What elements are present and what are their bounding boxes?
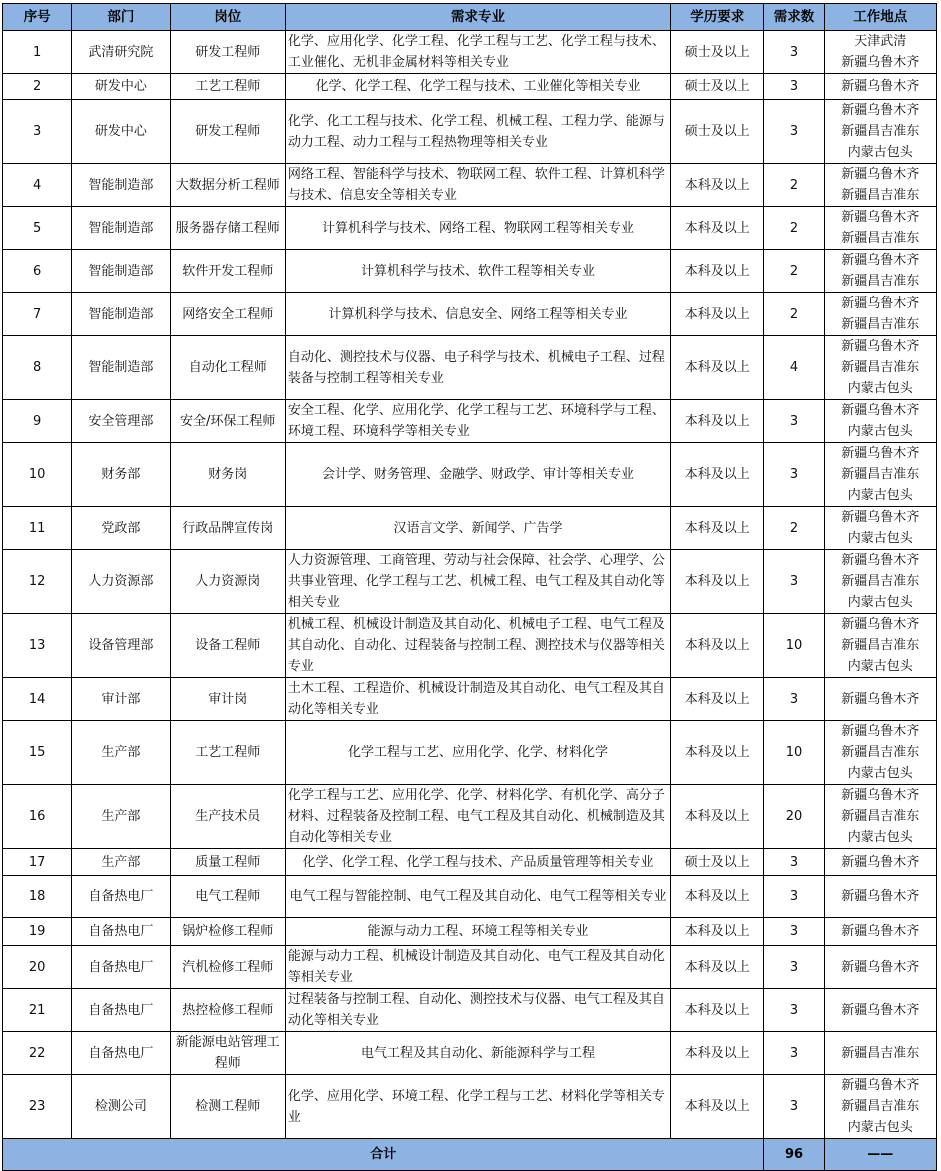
cell-location bbox=[824, 849, 936, 876]
location-item: 新疆昌吉准东 bbox=[841, 231, 920, 246]
header-count: 需求数 bbox=[764, 4, 824, 31]
cell-location bbox=[824, 1075, 936, 1139]
cell-count: 3 bbox=[764, 74, 824, 100]
cell-count: 20 bbox=[764, 785, 824, 849]
cell-position: 工艺工程师 bbox=[170, 721, 285, 785]
majors-text: 化学、化学工程、化学工程与技术、产品质量管理等相关专业 bbox=[302, 854, 654, 870]
location-item: 新疆乌鲁木齐 bbox=[841, 79, 920, 94]
cell-education: 本科及以上 bbox=[671, 678, 764, 721]
cell-dept: 自备热电厂 bbox=[72, 1032, 170, 1075]
total-label: 合计 bbox=[3, 1139, 764, 1171]
table-row bbox=[3, 876, 937, 918]
cell-location bbox=[824, 1032, 936, 1075]
cell-majors bbox=[285, 100, 670, 164]
cell-count: 3 bbox=[764, 100, 824, 164]
location-item: 内蒙古包头 bbox=[847, 830, 913, 845]
cell-dept: 智能制造部 bbox=[72, 336, 170, 400]
cell-no: 5 bbox=[3, 207, 72, 250]
table-row bbox=[3, 74, 937, 100]
cell-position: 研发工程师 bbox=[170, 31, 285, 74]
location-item: 新疆乌鲁木齐 bbox=[841, 553, 920, 568]
location-item: 内蒙古包头 bbox=[847, 1120, 913, 1135]
cell-dept: 智能制造部 bbox=[72, 250, 170, 293]
cell-no: 12 bbox=[3, 550, 72, 614]
cell-count: 3 bbox=[764, 876, 824, 918]
cell-dept: 智能制造部 bbox=[72, 293, 170, 336]
cell-location bbox=[824, 989, 936, 1032]
location-item: 新疆昌吉准东 bbox=[841, 745, 920, 760]
cell-location bbox=[824, 207, 936, 250]
cell-location bbox=[824, 678, 936, 721]
header-no: 序号 bbox=[3, 4, 72, 31]
table-row bbox=[3, 614, 937, 678]
table-row bbox=[3, 507, 937, 550]
cell-no: 17 bbox=[3, 849, 72, 876]
cell-majors bbox=[285, 1032, 670, 1075]
majors-text: 人力资源管理、工商管理、劳动与社会保障、社会学、心理学、公共事业管理、化学工程与工艺、机械工程、电气工程及其自动化等相关专业 bbox=[287, 553, 665, 610]
cell-count: 3 bbox=[764, 678, 824, 721]
cell-location bbox=[824, 785, 936, 849]
cell-no: 19 bbox=[3, 918, 72, 946]
cell-count: 3 bbox=[764, 400, 824, 443]
cell-education: 硕士及以上 bbox=[671, 849, 764, 876]
cell-education: 硕士及以上 bbox=[671, 100, 764, 164]
table-row bbox=[3, 31, 937, 74]
cell-position: 电气工程师 bbox=[170, 876, 285, 918]
majors-text: 机械工程、机械设计制造及其自动化、机械电子工程、电气工程及其自动化、自动化、过程装备与控制工程、测控技术与仪器等相关专业 bbox=[287, 617, 665, 674]
cell-position: 自动化工程师 bbox=[170, 336, 285, 400]
cell-majors bbox=[285, 614, 670, 678]
cell-position: 审计岗 bbox=[170, 678, 285, 721]
cell-education: 本科及以上 bbox=[671, 400, 764, 443]
cell-majors bbox=[285, 876, 670, 918]
majors-text: 化学、应用化学、环境工程、化学工程与工艺、材料化学等相关专业 bbox=[287, 1088, 665, 1125]
cell-no: 3 bbox=[3, 100, 72, 164]
location-item: 新疆乌鲁木齐 bbox=[841, 1002, 920, 1018]
cell-location bbox=[824, 31, 936, 74]
cell-location bbox=[824, 876, 936, 918]
table-body bbox=[3, 31, 937, 1139]
cell-education: 本科及以上 bbox=[671, 1075, 764, 1139]
cell-education: 本科及以上 bbox=[671, 336, 764, 400]
table-row bbox=[3, 849, 937, 876]
cell-no: 7 bbox=[3, 293, 72, 336]
cell-position: 大数据分析工程师 bbox=[170, 164, 285, 207]
cell-majors bbox=[285, 74, 670, 100]
cell-no: 15 bbox=[3, 721, 72, 785]
location-item: 新疆乌鲁木齐 bbox=[841, 55, 920, 70]
cell-education: 硕士及以上 bbox=[671, 31, 764, 74]
cell-position: 服务器存储工程师 bbox=[170, 207, 285, 250]
cell-no: 22 bbox=[3, 1032, 72, 1075]
location-item: 新疆乌鲁木齐 bbox=[841, 210, 920, 225]
majors-text: 电气工程与智能控制、电气工程及其自动化、电气工程等相关专业 bbox=[289, 889, 667, 904]
majors-text: 安全工程、化学、应用化学、化学工程与工艺、环境科学与工程、环境工程、环境科学等相关专业 bbox=[287, 403, 665, 439]
cell-education: 本科及以上 bbox=[671, 918, 764, 946]
table-row bbox=[3, 443, 937, 507]
cell-dept: 智能制造部 bbox=[72, 207, 170, 250]
total-count: 96 bbox=[764, 1139, 824, 1171]
cell-count: 2 bbox=[764, 507, 824, 550]
cell-no: 8 bbox=[3, 336, 72, 400]
cell-education: 本科及以上 bbox=[671, 550, 764, 614]
total-location: —— bbox=[824, 1139, 936, 1171]
header-row bbox=[3, 4, 937, 31]
cell-count: 2 bbox=[764, 207, 824, 250]
table-row bbox=[3, 207, 937, 250]
location-item: 内蒙古包头 bbox=[847, 381, 913, 396]
cell-dept: 设备管理部 bbox=[72, 614, 170, 678]
header-position: 岗位 bbox=[170, 4, 285, 31]
table-row bbox=[3, 946, 937, 989]
cell-no: 13 bbox=[3, 614, 72, 678]
location-item: 新疆昌吉准东 bbox=[841, 317, 920, 332]
location-item: 天津武清 bbox=[854, 34, 907, 49]
table-row bbox=[3, 400, 937, 443]
cell-education: 本科及以上 bbox=[671, 614, 764, 678]
cell-count: 3 bbox=[764, 1075, 824, 1139]
cell-majors bbox=[285, 164, 670, 207]
location-item: 新疆乌鲁木齐 bbox=[841, 889, 920, 904]
cell-location bbox=[824, 250, 936, 293]
majors-text: 化学工程与工艺、应用化学、化学、材料化学、有机化学、高分子材料、过程装备及控制工程、电气工程及其自动化、机械制造及其自动化等相关专业 bbox=[287, 788, 665, 845]
cell-dept: 财务部 bbox=[72, 443, 170, 507]
location-item: 新疆乌鲁木齐 bbox=[841, 510, 920, 525]
cell-count: 3 bbox=[764, 550, 824, 614]
cell-majors bbox=[285, 946, 670, 989]
location-item: 新疆昌吉准东 bbox=[841, 274, 920, 289]
cell-position: 锅炉检修工程师 bbox=[170, 918, 285, 946]
location-item: 新疆乌鲁木齐 bbox=[841, 691, 920, 707]
table-row bbox=[3, 164, 937, 207]
table-row bbox=[3, 1032, 937, 1075]
cell-location bbox=[824, 507, 936, 550]
cell-education: 本科及以上 bbox=[671, 1032, 764, 1075]
cell-no: 10 bbox=[3, 443, 72, 507]
cell-majors bbox=[285, 849, 670, 876]
location-item: 内蒙古包头 bbox=[847, 488, 913, 503]
header-education: 学历要求 bbox=[671, 4, 764, 31]
table-row bbox=[3, 100, 937, 164]
cell-count: 3 bbox=[764, 849, 824, 876]
total-row bbox=[3, 1139, 937, 1171]
cell-location bbox=[824, 100, 936, 164]
cell-count: 10 bbox=[764, 614, 824, 678]
location-item: 新疆乌鲁木齐 bbox=[841, 788, 920, 803]
cell-no: 16 bbox=[3, 785, 72, 849]
cell-count: 3 bbox=[764, 1032, 824, 1075]
majors-text: 化学、化工工程与技术、化学工程、机械工程、工程力学、能源与动力工程、动力工程与工程热物理等相关专业 bbox=[287, 113, 665, 150]
cell-majors bbox=[285, 400, 670, 443]
cell-location bbox=[824, 550, 936, 614]
cell-no: 21 bbox=[3, 989, 72, 1032]
cell-majors bbox=[285, 443, 670, 507]
cell-dept: 武清研究院 bbox=[72, 31, 170, 74]
majors-text: 自动化、测控技术与仪器、电子科学与技术、机械电子工程、过程装备与控制工程等相关专业 bbox=[287, 349, 665, 386]
cell-majors bbox=[285, 207, 670, 250]
location-item: 内蒙古包头 bbox=[847, 595, 913, 610]
cell-dept: 自备热电厂 bbox=[72, 989, 170, 1032]
cell-location bbox=[824, 164, 936, 207]
majors-text: 能源与动力工程、环境工程等相关专业 bbox=[367, 924, 589, 939]
cell-no: 11 bbox=[3, 507, 72, 550]
cell-dept: 自备热电厂 bbox=[72, 876, 170, 918]
table-row bbox=[3, 293, 937, 336]
table-row bbox=[3, 336, 937, 400]
header-dept: 部门 bbox=[72, 4, 170, 31]
cell-no: 20 bbox=[3, 946, 72, 989]
cell-no: 6 bbox=[3, 250, 72, 293]
location-item: 新疆昌吉准东 bbox=[841, 1045, 920, 1061]
cell-position: 工艺工程师 bbox=[170, 74, 285, 100]
location-item: 新疆乌鲁木齐 bbox=[841, 959, 920, 975]
cell-location bbox=[824, 946, 936, 989]
cell-majors bbox=[285, 250, 670, 293]
cell-position: 生产技术员 bbox=[170, 785, 285, 849]
cell-education: 本科及以上 bbox=[671, 293, 764, 336]
cell-education: 硕士及以上 bbox=[671, 74, 764, 100]
majors-text: 计算机科学与技术、信息安全、网络工程等相关专业 bbox=[328, 306, 628, 322]
cell-education: 本科及以上 bbox=[671, 507, 764, 550]
cell-dept: 安全管理部 bbox=[72, 400, 170, 443]
cell-no: 14 bbox=[3, 678, 72, 721]
cell-count: 3 bbox=[764, 946, 824, 989]
location-item: 新疆乌鲁木齐 bbox=[841, 253, 920, 268]
cell-dept: 生产部 bbox=[72, 785, 170, 849]
cell-count: 3 bbox=[764, 989, 824, 1032]
majors-text: 电气工程及其自动化、新能源科学与工程 bbox=[361, 1045, 596, 1061]
cell-majors bbox=[285, 550, 670, 614]
cell-count: 2 bbox=[764, 164, 824, 207]
location-item: 内蒙古包头 bbox=[847, 766, 913, 781]
cell-majors bbox=[285, 31, 670, 74]
cell-no: 9 bbox=[3, 400, 72, 443]
cell-dept: 检测公司 bbox=[72, 1075, 170, 1139]
table-row bbox=[3, 918, 937, 946]
cell-position: 新能源电站管理工程师 bbox=[170, 1032, 285, 1075]
cell-position: 检测工程师 bbox=[170, 1075, 285, 1139]
cell-location bbox=[824, 721, 936, 785]
table-row bbox=[3, 989, 937, 1032]
cell-location bbox=[824, 443, 936, 507]
location-item: 新疆乌鲁木齐 bbox=[841, 617, 920, 632]
cell-location bbox=[824, 293, 936, 336]
cell-count: 2 bbox=[764, 293, 824, 336]
cell-count: 3 bbox=[764, 443, 824, 507]
location-item: 新疆昌吉准东 bbox=[841, 124, 920, 139]
majors-text: 会计学、财务管理、金融学、财政学、审计等相关专业 bbox=[322, 467, 635, 482]
cell-dept: 研发中心 bbox=[72, 100, 170, 164]
location-item: 新疆乌鲁木齐 bbox=[841, 403, 920, 418]
cell-position: 财务岗 bbox=[170, 443, 285, 507]
table-row bbox=[3, 250, 937, 293]
location-item: 新疆乌鲁木齐 bbox=[841, 924, 920, 939]
table-row bbox=[3, 550, 937, 614]
location-item: 新疆昌吉准东 bbox=[841, 360, 920, 375]
cell-education: 本科及以上 bbox=[671, 876, 764, 918]
cell-dept: 审计部 bbox=[72, 678, 170, 721]
cell-education: 本科及以上 bbox=[671, 443, 764, 507]
location-item: 新疆乌鲁木齐 bbox=[841, 167, 920, 182]
cell-education: 本科及以上 bbox=[671, 207, 764, 250]
majors-text: 网络工程、智能科学与技术、物联网工程、软件工程、计算机科学与技术、信息安全等相关专业 bbox=[287, 167, 665, 203]
location-item: 新疆乌鲁木齐 bbox=[841, 103, 920, 118]
majors-text: 土木工程、工程造价、机械设计制造及其自动化、电气工程及其自动化等相关专业 bbox=[287, 681, 665, 717]
cell-no: 4 bbox=[3, 164, 72, 207]
location-item: 新疆乌鲁木齐 bbox=[841, 1078, 920, 1093]
majors-text: 计算机科学与技术、软件工程等相关专业 bbox=[361, 263, 596, 279]
majors-text: 化学、应用化学、化学工程、化学工程与工艺、化学工程与技术、工业催化、无机非金属材料等相关专业 bbox=[287, 34, 665, 70]
recruitment-table bbox=[2, 3, 937, 1171]
cell-education: 本科及以上 bbox=[671, 721, 764, 785]
cell-position: 设备工程师 bbox=[170, 614, 285, 678]
majors-text: 汉语言文学、新闻学、广告学 bbox=[393, 520, 563, 536]
cell-position: 软件开发工程师 bbox=[170, 250, 285, 293]
cell-majors bbox=[285, 507, 670, 550]
location-item: 内蒙古包头 bbox=[847, 531, 913, 546]
cell-majors bbox=[285, 1075, 670, 1139]
header-location: 工作地点 bbox=[824, 4, 936, 31]
cell-no: 1 bbox=[3, 31, 72, 74]
location-item: 新疆昌吉准东 bbox=[841, 574, 920, 589]
cell-position: 质量工程师 bbox=[170, 849, 285, 876]
cell-no: 23 bbox=[3, 1075, 72, 1139]
location-item: 新疆昌吉准东 bbox=[841, 188, 920, 203]
cell-count: 3 bbox=[764, 918, 824, 946]
cell-position: 行政品牌宣传岗 bbox=[170, 507, 285, 550]
table-row bbox=[3, 721, 937, 785]
location-item: 新疆昌吉准东 bbox=[841, 809, 920, 824]
cell-no: 2 bbox=[3, 74, 72, 100]
cell-majors bbox=[285, 678, 670, 721]
cell-dept: 智能制造部 bbox=[72, 164, 170, 207]
location-item: 新疆昌吉准东 bbox=[841, 1099, 920, 1114]
cell-count: 2 bbox=[764, 250, 824, 293]
cell-majors bbox=[285, 918, 670, 946]
cell-location bbox=[824, 614, 936, 678]
cell-position: 研发工程师 bbox=[170, 100, 285, 164]
cell-dept: 自备热电厂 bbox=[72, 918, 170, 946]
cell-position: 人力资源岗 bbox=[170, 550, 285, 614]
cell-location bbox=[824, 74, 936, 100]
cell-position: 热控检修工程师 bbox=[170, 989, 285, 1032]
location-item: 新疆昌吉准东 bbox=[841, 467, 920, 482]
cell-majors bbox=[285, 989, 670, 1032]
cell-education: 本科及以上 bbox=[671, 250, 764, 293]
location-item: 新疆乌鲁木齐 bbox=[841, 296, 920, 311]
cell-dept: 自备热电厂 bbox=[72, 946, 170, 989]
location-item: 新疆昌吉准东 bbox=[841, 638, 920, 653]
table-row bbox=[3, 785, 937, 849]
cell-majors bbox=[285, 336, 670, 400]
majors-text: 计算机科学与技术、网络工程、物联网工程等相关专业 bbox=[322, 220, 635, 236]
header-majors: 需求专业 bbox=[285, 4, 670, 31]
majors-text: 化学、化学工程、化学工程与技术、工业催化等相关专业 bbox=[315, 79, 641, 94]
cell-education: 本科及以上 bbox=[671, 785, 764, 849]
cell-count: 4 bbox=[764, 336, 824, 400]
cell-dept: 党政部 bbox=[72, 507, 170, 550]
cell-education: 本科及以上 bbox=[671, 946, 764, 989]
cell-count: 3 bbox=[764, 31, 824, 74]
cell-position: 汽机检修工程师 bbox=[170, 946, 285, 989]
majors-text: 过程装备与控制工程、自动化、测控技术与仪器、电气工程及其自动化等相关专业 bbox=[287, 992, 665, 1028]
location-item: 内蒙古包头 bbox=[847, 145, 913, 160]
location-item: 新疆乌鲁木齐 bbox=[841, 854, 920, 870]
cell-education: 本科及以上 bbox=[671, 989, 764, 1032]
cell-location bbox=[824, 918, 936, 946]
cell-no: 18 bbox=[3, 876, 72, 918]
cell-dept: 生产部 bbox=[72, 849, 170, 876]
location-item: 内蒙古包头 bbox=[847, 659, 913, 674]
cell-location bbox=[824, 336, 936, 400]
cell-position: 安全/环保工程师 bbox=[170, 400, 285, 443]
cell-majors bbox=[285, 293, 670, 336]
location-item: 新疆乌鲁木齐 bbox=[841, 339, 920, 354]
cell-majors bbox=[285, 785, 670, 849]
cell-majors bbox=[285, 721, 670, 785]
cell-dept: 生产部 bbox=[72, 721, 170, 785]
majors-text: 化学工程与工艺、应用化学、化学、材料化学 bbox=[348, 745, 609, 760]
cell-education: 本科及以上 bbox=[671, 164, 764, 207]
location-item: 内蒙古包头 bbox=[847, 424, 913, 439]
cell-dept: 人力资源部 bbox=[72, 550, 170, 614]
location-item: 新疆乌鲁木齐 bbox=[841, 724, 920, 739]
cell-dept: 研发中心 bbox=[72, 74, 170, 100]
cell-position: 网络安全工程师 bbox=[170, 293, 285, 336]
cell-location bbox=[824, 400, 936, 443]
table-row bbox=[3, 678, 937, 721]
location-item: 新疆乌鲁木齐 bbox=[841, 446, 920, 461]
cell-count: 10 bbox=[764, 721, 824, 785]
majors-text: 能源与动力工程、机械设计制造及其自动化、电气工程及其自动化等相关专业 bbox=[287, 949, 665, 985]
table-row bbox=[3, 1075, 937, 1139]
